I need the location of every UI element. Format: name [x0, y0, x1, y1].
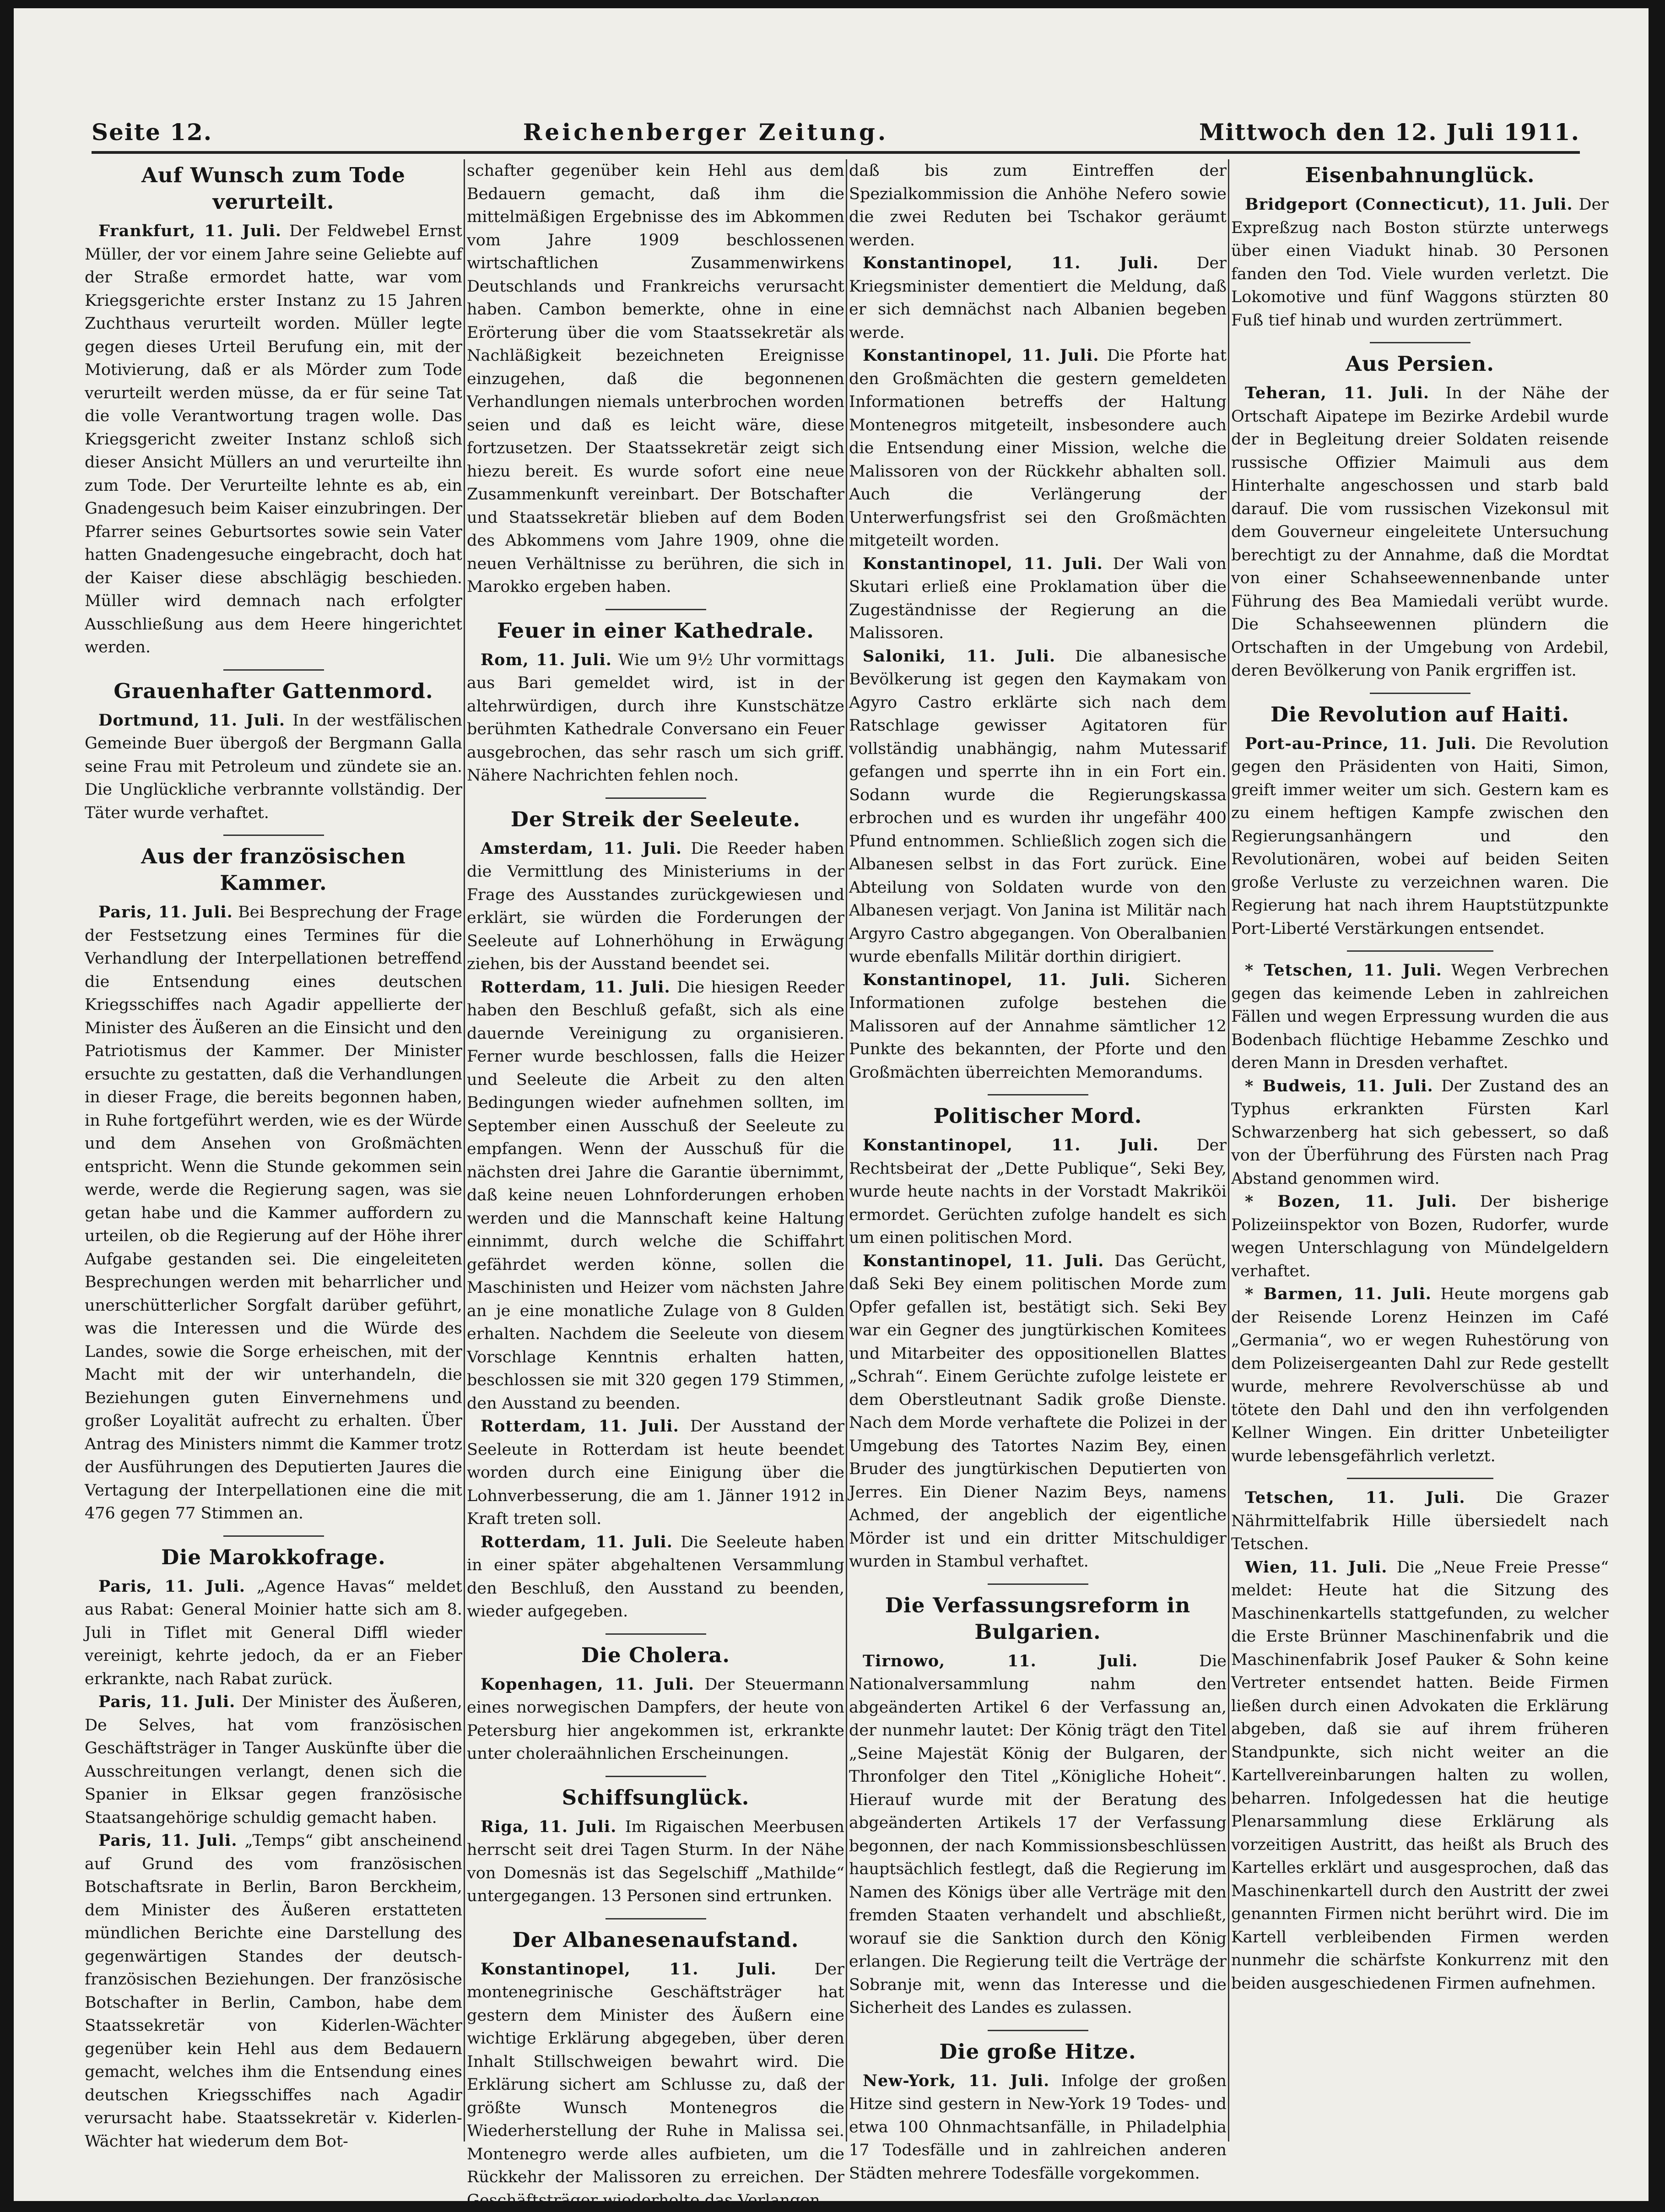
article-body	[1231, 193, 1609, 332]
article-headline: Die große Hitze.	[849, 2039, 1227, 2065]
dateline: Paris, 11. Juli.	[98, 1577, 245, 1596]
article-headline: Der Albanesenaufstand.	[467, 1927, 844, 1953]
article-text: In der Nähe der Ortschaft Aipatepe im Bezirke Ardebil wurde der in Begleitung dreier Soldaten reisende russische Offizier Maimuli aus dem Hinterhalte angeschossen und starb bald darauf. Die vom russischen Vizekonsul mit dem Gouverneur eingeleitete Untersuchung berechtigt zu der Annahme, daß die Mordtat von einer Schahseewennenbande unter Führung des Bea Mamiedali verübt wurde. Die Schahseewennen plündern die Ortschaften in der Umgebung von Ardebil, deren Bevölkerung von Panik ergriffen ist.	[1231, 384, 1609, 680]
article-text: Der montenegrinische Geschäftsträger hat gestern dem Minister des Äußern eine wichtige Erklärung abgegeben, über deren Inhalt Stillschweigen bewahrt wird. Die Erklärung sichert am Schlusse zu, daß der größte Wunsch Montenegros die Wiederherstellung der Ruhe in Malissa sei. Montenegro werde alles aufbieten, um die Rückkehr der Malissoren zu erreichen. Der Geschäftsträger wiederholte das Verlangen,	[467, 1960, 844, 2210]
article-body	[85, 709, 462, 825]
newspaper-title: Reichenberger Zeitung.	[523, 119, 888, 146]
article-body	[85, 1575, 462, 1691]
newspaper-page	[14, 8, 1649, 2201]
dateline: Konstantinopel, 11. Juli.	[863, 970, 1130, 989]
article-text: „Temps“ gibt anscheinend auf Grund des vom französischen Botschaftsrate in Berlin, Baron Berckheim, dem Minister des Äußeren erstatteten mündlichen Berichte eine Darstellung des gegenwärtigen Standes der deutsch-französischen Beziehungen. Der französische Botschafter in Berlin, Cambon, habe dem Staatssekretär von Kiderlen-Wächter gegenüber kein Hehl aus dem Bedauern gemacht, welches ihm die Entsendung eines deutschen Kriegsschiffes nach Agadir verursacht habe. Staatssekretär v. Kiderlen-Wächter hat wiederum dem Bot-	[85, 1832, 462, 2151]
article-body	[849, 252, 1227, 344]
dateline: Konstantinopel, 11. Juli.	[863, 1136, 1159, 1155]
article-body	[1231, 382, 1609, 683]
column-3	[849, 159, 1227, 2142]
dateline: Bridgeport (Connecticut), 11. Juli.	[1245, 195, 1573, 214]
article-text: Infolge der großen Hitze sind gestern in New-York 19 Todes- und etwa 100 Ohnmachtsanfälle, in Philadelphia 17 Todesfälle und in zahlreichen anderen Städten mehrere Todesfälle vorgekommen.	[849, 2072, 1227, 2183]
dateline: * Budweis, 11. Juli.	[1245, 1077, 1433, 1095]
dateline: Kopenhagen, 11. Juli.	[481, 1675, 694, 1694]
dateline: Konstantinopel, 11. Juli.	[863, 554, 1103, 573]
separator	[223, 669, 324, 671]
article-headline: Aus Persien.	[1231, 351, 1609, 377]
article-text: Das Gerücht, daß Seki Bey einem politischen Morde zum Opfer gefallen ist, bestätigt sich. Seki Bey war ein Gegner des jungtürkischen Komitees und Mitarbeiter des oppositionellen Blattes „Schrah“. Einem Gerüchte zufolge leistete er dem Oberstleutnant Sadik große Dienste. Nach dem Morde verhaftete die Polizei in der Umgebung des Tatortes Nazim Bey, einen Bruder des jungtürkischen Deputierten von Jerres. Ein Diener Nazim Beys, namens Achmed, der angeblich der eigentliche Mörder ist und ein dritter Mitschuldiger wurden in Stambul verhaftet.	[849, 1252, 1227, 1571]
article-text: Der Minister des Äußeren, De Selves, hat vom französischen Geschäftsträger in Tanger Auskünfte über die Ausschreitungen verlangt, denen sich die Spanier in Elksar gegen französische Staatsangehörige schuldig gemacht haben.	[85, 1693, 462, 1827]
separator	[605, 1633, 706, 1635]
article-text: Der Zustand des an Typhus erkrankten Fürsten Karl Schwarzenberg hat sich gebessert, so daß von der Überführung des Fürsten nach Prag Abstand genommen wird.	[1231, 1077, 1609, 1188]
article-headline: Der Streik der Seeleute.	[467, 806, 844, 833]
article-text: Der Wali von Skutari erließ eine Proklamation über die Zugeständnisse der Regierung an die Malissoren.	[849, 555, 1227, 643]
article-body	[467, 1415, 844, 1531]
article-body	[467, 837, 844, 976]
column-divider	[464, 159, 465, 2142]
dateline: Rotterdam, 11. Juli.	[481, 1533, 673, 1551]
article-text: Wegen Verbrechen gegen das keimende Leben in zahlreichen Fällen und wegen Erpressung wurden die aus Bodenbach flüchtige Hebamme Zeschko und deren Mann in Dresden verhaftet.	[1231, 961, 1609, 1072]
dateline: Konstantinopel, 11. Juli.	[863, 346, 1099, 365]
article-body	[849, 1250, 1227, 1573]
article-body	[849, 645, 1227, 969]
article-headline: Die Cholera.	[467, 1642, 844, 1669]
article-headline: Die Marokkofrage.	[85, 1544, 462, 1571]
dateline: Saloniki, 11. Juli.	[863, 647, 1055, 666]
dateline: Riga, 11. Juli.	[481, 1817, 616, 1836]
article-text: Die „Neue Freie Presse“ meldet: Heute hat die Sitzung des Maschinenkartells stattgefunden, zu welcher die Erste Brünner Maschinenfabrik und die Maschinenfabrik Josef Pauker & Sohn keine Vertreter entsendet hatten. Beide Firmen ließen durch einen Advokaten die Erklärung abgeben, daß sie auf ihrem früheren Standpunkte, sich nicht weiter an die Kartellvereinbarungen halten zu wollen, beharren. Infolgedessen hat die heutige Plenarsammlung diese Erklärung als vorzeitigen Austritt, das heißt als Bruch des Kartelles erklärt und ausgesprochen, daß das Maschinenkartell durch den Austritt der zwei genannten Firmen nicht berührt wird. Die im Kartell verbleibenden Firmen werden nunmehr die schärfste Konkurrenz mit den beiden ausgeschiedenen Firmen aufnehmen.	[1231, 1558, 1609, 1993]
article-text: Die Grazer Nährmittelfabrik Hille übersiedelt nach Tetschen.	[1231, 1489, 1609, 1553]
article-headline: Die Revolution auf Haiti.	[1231, 701, 1609, 728]
article-body	[1231, 1075, 1609, 1191]
article-headline: Feuer in einer Kathedrale.	[467, 618, 844, 644]
dateline: * Tetschen, 11. Juli.	[1245, 961, 1442, 980]
dateline: Amsterdam, 11. Juli.	[481, 839, 682, 858]
article-body	[1231, 1190, 1609, 1283]
article-body	[467, 1531, 844, 1623]
article-body	[1231, 1556, 1609, 1995]
dateline: Port-au-Prince, 11. Juli.	[1245, 734, 1477, 753]
article-body	[467, 159, 844, 599]
dateline: New-York, 11. Juli.	[863, 2071, 1049, 2090]
article-text: Die Seeleute haben in einer später abgehaltenen Versammlung den Beschluß, den Ausstand zu beenden, wieder aufgegeben.	[467, 1533, 844, 1621]
article-text: Wie um 9½ Uhr vormittags aus Bari gemeldet wird, ist in der altehrwürdigen, durch ihre Kunstschätze berühmten Kathedrale Conversano ein Feuer ausgebrochen, das sehr rasch um sich griff. Nähere Nachrichten fehlen noch.	[467, 651, 844, 785]
article-text: Die Reeder haben die Vermittlung des Ministeriums in der Frage des Ausstandes zurückgewiesen und erklärt, sie würden die Forderungen der Seeleute auf Lohnerhöhung in Erwägung ziehen, bis der Ausstand beendet sei.	[467, 840, 844, 974]
article-body	[467, 1958, 844, 2212]
separator	[605, 1918, 706, 1919]
article-text: „Agence Havas“ meldet aus Rabat: General Moinier hatte sich am 8. Juli in Tiflet mit General Diffl wieder vereinigt, kehrte jedoch, da er an Fieber erkrankte, nach Rabat zurück.	[85, 1578, 462, 1688]
article-text: Bei Besprechung der Frage der Festsetzung eines Termines für die Verhandlung der Interpellationen betreffend die Entsendung eines deutschen Kriegsschiffes nach Agadir appellierte der Minister des Äußeren an die Einsicht und den Patriotismus der Kammer. Der Minister ersuchte zu gestatten, daß die Verhandlungen in dieser Frage, die bereits begonnen haben, in Ruhe fortgeführt werden, wie es der Würde und dem Ansehen von Großmächten entspricht. Wenn die Stunde gekommen sein werde, werde die Regierung sagen, was sie getan habe und die Kammer auffordern zu urteilen, ob die Regierung auf der Höhe ihrer Aufgabe gestanden sei. Die eingeleiteten Besprechungen werden mit beharrlicher und unerschütterlicher Sorgfalt darüber geführt, was die Interessen und die Würde des Landes, sowie die Sorge erheischen, mit der Macht mit der wir unterhandeln, die Beziehungen guten Einvernehmens und großer Loyalität aufrecht zu erhalten. Über Antrag des Ministers nimmt die Kammer trotz der Ausführungen des Deputierten Jaures die Vertagung der Interpellationen eine die mit 476 gegen 77 Stimmen an.	[85, 903, 462, 1523]
article-text: Die albanesische Bevölkerung ist gegen den Kaymakam von Agyro Castro erklärte sich nach dem Ratschlage gewisser Agitatoren für vollständig unabhängig, nahm Mutessarif gefangen und sperrte ihn in ein Fort ein. Sodann wurde die Regierungskassa erbrochen und es wurden ihr ungefähr 400 Pfund entnommen. Schließlich zogen sich die Albanesen selbst in das Fort zurück. Eine Abteilung von Soldaten wurde von den Albanesen verjagt. Von Janina ist Militär nach Argyro Castro abgegangen. Von Oberalbanien wurde ebenfalls Militär dorthin dirigiert.	[849, 647, 1227, 966]
article-body	[467, 1816, 844, 1908]
article-headline: Eisenbahnunglück.	[1231, 162, 1609, 189]
article-headline: Schiffsunglück.	[467, 1784, 844, 1811]
article-body	[85, 220, 462, 659]
separator	[1370, 693, 1470, 694]
article-body	[849, 553, 1227, 645]
article-body	[849, 969, 1227, 1084]
article-text: Die hiesigen Reeder haben den Beschluß gefaßt, sich als eine dauernde Vereinigung zu organisieren. Ferner wurde beschlossen, falls die Heizer und Seeleute die Arbeit zu den alten Bedingungen wieder aufnehmen sollten, im September einen Ausschuß der Seeleute zu empfangen. Wenn der Ausschuß für die nächsten drei Jahre die Garantie übernimmt, daß keine neuen Lohnforderungen erhoben werden und die Mannschaft keine Haltung einnimmt, durch welche die Schiffahrt gefährdet werden könne, sollen die Maschinisten und Heizer vom nächsten Jahre an je eine monatliche Zulage von 8 Gulden erhalten. Nachdem die Seeleute von diesem Vorschlage Kenntnis erhalten hatten, beschlossen sie mit 320 gegen 179 Stimmen, den Ausstand zu beenden.	[467, 978, 844, 1413]
article-text: Der Rechtsbeirat der „Dette Publique“, Seki Bey, wurde heute nachts in der Vorstadt Makriköi ermordet. Gerüchten zufolge handelt es sich um einen politischen Mord.	[849, 1136, 1227, 1247]
dateline: Paris, 11. Juli.	[98, 903, 233, 922]
dateline: Tetschen, 11. Juli.	[1245, 1488, 1465, 1507]
separator	[605, 1776, 706, 1777]
column-divider	[1228, 159, 1229, 2142]
article-text: Im Rigaischen Meerbusen herrscht seit drei Tagen Sturm. In der Nähe von Domesnäs ist das Segelschiff „Mathilde“ untergegangen. 13 Personen sind ertrunken.	[467, 1818, 844, 1906]
dateline: Teheran, 11. Juli.	[1245, 384, 1429, 402]
article-text: daß bis zum Eintreffen der Spezialkommission die Anhöhe Nefero sowie die zwei Reduten bei Tschakor geräumt werden.	[849, 162, 1227, 249]
dateline: Frankfurt, 11. Juli.	[98, 222, 281, 240]
article-headline: Aus der französischen Kammer.	[85, 843, 462, 896]
page-number: Seite 12.	[92, 119, 212, 146]
dateline: Paris, 11. Juli.	[98, 1831, 238, 1850]
dateline: Rotterdam, 11. Juli.	[481, 1417, 679, 1436]
separator	[223, 1535, 324, 1537]
dateline: Rom, 11. Juli.	[481, 651, 612, 669]
column-divider	[846, 159, 847, 2142]
article-text: Die Nationalversammlung nahm den abgeänderten Artikel 6 der Verfassung an, der nunmehr lautet: Der König trägt den Titel „Seine Majestät König der Bulgaren, der Thronfolger den Titel „Königliche Hoheit“. Hierauf wurde mit der Beratung des abgeänderten Artikels 17 der Verfassung begonnen, der nach Kommissionsbeschlüssen hauptsächlich festlegt, daß die Regierung im Namen des Königs über alle Verträge mit den fremden Staaten verhandelt und abschließt, worauf sie die Sanktion durch den König erlangen. Die Regierung teilt die Verträge der Sobranje mit, wenn das Interesse und die Sicherheit des Landes es zulassen.	[849, 1652, 1227, 2017]
article-text: Der Ausstand der Seeleute in Rotterdam ist heute beendet worden durch eine Einigung über die Lohnverbesserung, die am 1. Jänner 1912 in Kraft treten soll.	[467, 1417, 844, 1528]
article-body	[85, 1829, 462, 2153]
separator	[988, 1094, 1088, 1095]
article-headline: Die Verfassungsreform in Bulgarien.	[849, 1592, 1227, 1645]
separator	[605, 797, 706, 799]
dateline: Tirnowo, 11. Juli.	[863, 1652, 1138, 1670]
article-text: Der bisherige Polizeiinspektor von Bozen, Rudorfer, wurde wegen Unterschlagung von Mündelgeldern verhaftet.	[1231, 1193, 1609, 1280]
dateline: Konstantinopel, 11. Juli.	[481, 1960, 777, 1979]
dateline: Rotterdam, 11. Juli.	[481, 978, 670, 997]
separator	[988, 1583, 1088, 1585]
dateline: Konstantinopel, 11. Juli.	[863, 1252, 1104, 1270]
separator	[605, 609, 706, 610]
dateline: Paris, 11. Juli.	[98, 1692, 235, 1711]
issue-date: Mittwoch den 12. Juli 1911.	[1199, 119, 1580, 146]
dateline: * Bozen, 11. Juli.	[1245, 1192, 1457, 1211]
separator	[1347, 950, 1493, 952]
separator	[988, 2030, 1088, 2031]
dateline: Konstantinopel, 11. Juli.	[863, 254, 1159, 272]
article-body	[849, 1650, 1227, 2020]
article-body	[849, 1134, 1227, 1250]
article-text: In der westfälischen Gemeinde Buer übergoß der Bergmann Galla seine Frau mit Petroleum und zündete sie an. Die Unglückliche verbrannte vollständig. Der Täter wurde verhaftet.	[85, 711, 462, 822]
article-body	[849, 344, 1227, 553]
article-text: schafter gegenüber kein Hehl aus dem Bedauern gemacht, daß ihm die mittelmäßigen Ergebnisse des im Abkommen vom Jahre 1909 beschlossenen wirtschaftlichen Zusammenwirkens Deutschlands und Frankreichs verursacht haben. Cambon bemerkte, ohne in eine Erörterung über die vom Staatssekretär als Nachläßigkeit bezeichneten Ereignisse einzugehen, daß die begonnenen Verhandlungen niemals unterbrochen worden seien und daß es leicht wäre, diese fortzusetzen. Der Staatssekretär zeigt sich hiezu bereit. Es wurde sofort eine neue Zusammenkunft vereinbart. Der Botschafter und Staatssekretär blieben auf dem Boden des Abkommens vom Jahre 1909, ohne die neuen Verhältnisse zu berühren, die sich in Marokko ergeben haben.	[467, 162, 844, 596]
article-body	[1231, 1283, 1609, 1468]
article-body	[849, 2070, 1227, 2185]
article-body	[1231, 732, 1609, 941]
column-1	[85, 159, 462, 2142]
dateline: Dortmund, 11. Juli.	[98, 711, 285, 730]
separator	[223, 835, 324, 836]
header-rule	[92, 151, 1580, 154]
article-body	[1231, 959, 1609, 1075]
separator	[1347, 1478, 1493, 1479]
article-headline: Politischer Mord.	[849, 1103, 1227, 1129]
article-body	[467, 1673, 844, 1766]
article-text: Der Kriegsminister dementiert die Meldung, daß er sich demnächst nach Albanien begeben werde.	[849, 254, 1227, 342]
article-text: Die Revolution gegen den Präsidenten von Haiti, Simon, greift immer weiter um sich. Gestern kam es zu einem heftigen Kampfe zwischen den Regierungsanhängern und den Revolutionären, wobei auf beiden Seiten große Verluste zu verzeichnen waren. Die Regierung hat nach ihrem Hauptstützpunkte Port-Liberté Verstärkungen entsendet.	[1231, 735, 1609, 938]
article-body	[849, 159, 1227, 252]
article-text: Sicheren Informationen zufolge bestehen die Malissoren auf der Annahme sämtlicher 12 Punkte des bekannten, der Pforte und den Großmächten überreichten Memorandums.	[849, 971, 1227, 1082]
article-body	[467, 649, 844, 787]
article-headline: Grauenhafter Gattenmord.	[85, 678, 462, 705]
article-body	[467, 976, 844, 1415]
article-body	[1231, 1486, 1609, 1556]
article-headline: Auf Wunsch zum Tode verurteilt.	[85, 162, 462, 215]
separator	[1370, 342, 1470, 343]
article-text: Heute morgens gab der Reisende Lorenz Heinzen im Café „Germania“, wo er wegen Ruhestörung von dem Polizeisergeanten Dahl zur Rede gestellt wurde, mehrere Revolverschüsse ab und tötete den Dahl und den ihn verfolgenden Kellner Wingen. Ein dritter Unbeteiligter wurde lebensgefährlich verletzt.	[1231, 1285, 1609, 1465]
article-text: Die Pforte hat den Großmächten die gestern gemeldeten Informationen betreffs der Haltung Montenegros mitgeteilt, insbesondere auch die Entsendung einer Mission, welche die Malissoren von der Rückkehr abhalten soll. Auch die Verlängerung der Unterwerfungsfrist sei den Großmächten mitgeteilt worden.	[849, 347, 1227, 550]
column-4	[1231, 159, 1609, 2142]
article-body	[85, 1691, 462, 1829]
article-text: Der Expreßzug nach Boston stürzte unterwegs über einen Viadukt hinab. 30 Personen fanden den Tod. Viele wurden verletzt. Die Lokomotive und fünf Waggons stürzten 80 Fuß tief hinab und wurden zertrümmert.	[1231, 195, 1609, 330]
dateline: Wien, 11. Juli.	[1245, 1558, 1388, 1577]
article-text: Der Feldwebel Ernst Müller, der vor einem Jahre seine Geliebte auf der Straße ermordet hatte, war vom Kriegsgerichte erster Instanz zu 15 Jahren Zuchthaus verurteilt worden. Müller legte gegen dieses Urteil Berufung ein, mit der Motivierung, daß er als Mörder zum Tode verurteilt werden müsse, da er für seine Tat die volle Verantwortung tragen wolle. Das Kriegsgericht zweiter Instanz schloß sich dieser Ansicht Müllers an und verurteilte ihn zum Tode. Der Verurteilte lehnte es ab, ein Gnadengesuch beim Kaiser einzubringen. Der Pfarrer seines Geburtsortes sowie sein Vater hatten Gnadengesuche eingebracht, doch hat der Kaiser diese abschlägig beschieden. Müller wird demnach nach erfolgter Ausschließung aus dem Heere hingerichtet werden.	[85, 222, 462, 656]
column-2	[467, 159, 844, 2142]
article-body	[85, 901, 462, 1525]
dateline: * Barmen, 11. Juli.	[1245, 1285, 1432, 1303]
article-text: Der Steuermann eines norwegischen Dampfers, der heute von Petersburg hier angekommen ist, erkrankte unter choleraähnlichen Erscheinungen.	[467, 1675, 844, 1763]
page-header	[92, 100, 1580, 146]
